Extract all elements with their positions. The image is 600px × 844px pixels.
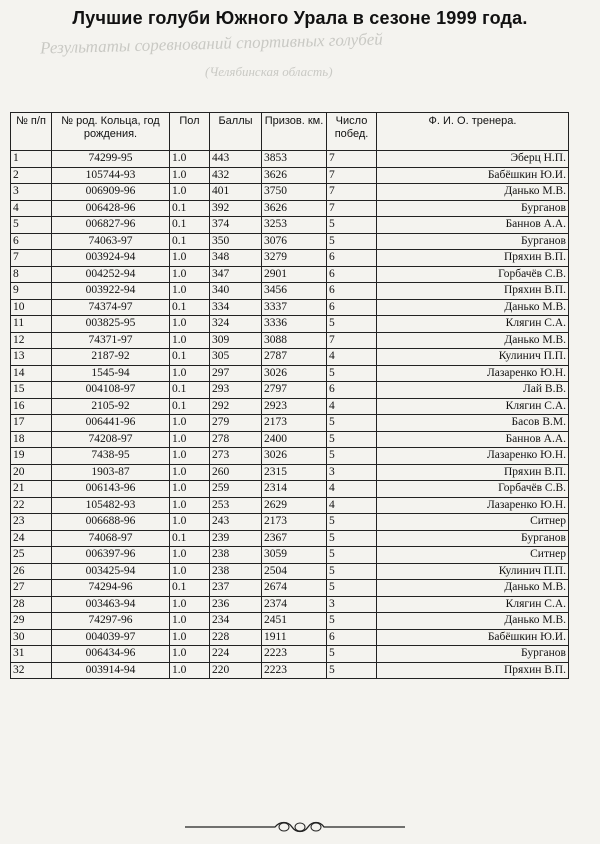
cell-wins: 7 — [327, 200, 377, 217]
cell-row-number: 22 — [11, 497, 52, 514]
cell-row-number: 19 — [11, 448, 52, 465]
cell-sex: 1.0 — [170, 415, 210, 432]
cell-prize-km: 2173 — [262, 415, 327, 432]
cell-trainer-name: Пряхин В.П. — [377, 283, 569, 300]
cell-wins: 5 — [327, 365, 377, 382]
cell-trainer-name: Клягин С.А. — [377, 398, 569, 415]
cell-ring-number: 003425-94 — [52, 563, 170, 580]
cell-points: 401 — [210, 184, 262, 201]
cell-ring-number: 003914-94 — [52, 662, 170, 679]
cell-trainer-name: Кулинич П.П. — [377, 349, 569, 366]
cell-prize-km: 3336 — [262, 316, 327, 333]
table-row — [11, 167, 569, 184]
table-row — [11, 629, 569, 646]
header-sex: Пол — [170, 113, 210, 151]
cell-trainer-name: Лазаренко Ю.Н. — [377, 365, 569, 382]
table-row — [11, 646, 569, 663]
decorative-flourish — [180, 818, 410, 836]
cell-prize-km: 3059 — [262, 547, 327, 564]
table-row — [11, 481, 569, 498]
table-row — [11, 151, 569, 168]
cell-ring-number: 105744-93 — [52, 167, 170, 184]
cell-prize-km: 2223 — [262, 646, 327, 663]
cell-sex: 1.0 — [170, 283, 210, 300]
cell-ring-number: 1903-87 — [52, 464, 170, 481]
cell-points: 238 — [210, 547, 262, 564]
cell-row-number: 23 — [11, 514, 52, 531]
cell-row-number: 8 — [11, 266, 52, 283]
cell-wins: 5 — [327, 580, 377, 597]
cell-ring-number: 003924-94 — [52, 250, 170, 267]
cell-trainer-name: Бурганов — [377, 646, 569, 663]
cell-sex: 1.0 — [170, 514, 210, 531]
table-header-row — [11, 113, 569, 151]
cell-sex: 0.1 — [170, 530, 210, 547]
cell-ring-number: 006397-96 — [52, 547, 170, 564]
cell-trainer-name: Данько М.В. — [377, 580, 569, 597]
cell-sex: 0.1 — [170, 382, 210, 399]
table-row — [11, 464, 569, 481]
cell-sex: 1.0 — [170, 250, 210, 267]
table-row — [11, 283, 569, 300]
cell-prize-km: 3088 — [262, 332, 327, 349]
cell-prize-km: 3337 — [262, 299, 327, 316]
cell-row-number: 25 — [11, 547, 52, 564]
cell-points: 243 — [210, 514, 262, 531]
cell-ring-number: 006143-96 — [52, 481, 170, 498]
cell-prize-km: 2787 — [262, 349, 327, 366]
cell-sex: 1.0 — [170, 316, 210, 333]
cell-row-number: 17 — [11, 415, 52, 432]
cell-trainer-name: Пряхин В.П. — [377, 464, 569, 481]
cell-points: 334 — [210, 299, 262, 316]
cell-points: 297 — [210, 365, 262, 382]
cell-prize-km: 2315 — [262, 464, 327, 481]
cell-trainer-name: Лай В.В. — [377, 382, 569, 399]
cell-ring-number: 004252-94 — [52, 266, 170, 283]
cell-row-number: 14 — [11, 365, 52, 382]
cell-trainer-name: Данько М.В. — [377, 299, 569, 316]
cell-trainer-name: Баннов А.А. — [377, 217, 569, 234]
table-row — [11, 349, 569, 366]
cell-wins: 5 — [327, 431, 377, 448]
cell-trainer-name: Бурганов — [377, 530, 569, 547]
cell-sex: 1.0 — [170, 431, 210, 448]
cell-prize-km: 3853 — [262, 151, 327, 168]
cell-row-number: 5 — [11, 217, 52, 234]
table-row — [11, 184, 569, 201]
cell-row-number: 7 — [11, 250, 52, 267]
cell-prize-km: 2629 — [262, 497, 327, 514]
table-row — [11, 596, 569, 613]
table-row — [11, 547, 569, 564]
cell-prize-km: 2223 — [262, 662, 327, 679]
cell-wins: 5 — [327, 233, 377, 250]
header-trainer: Ф. И. О. тренера. — [377, 113, 569, 151]
cell-points: 350 — [210, 233, 262, 250]
cell-wins: 6 — [327, 283, 377, 300]
cell-points: 234 — [210, 613, 262, 630]
cell-wins: 7 — [327, 151, 377, 168]
background-bleed-subheading: (Челябинская область) — [205, 64, 333, 79]
cell-sex: 0.1 — [170, 299, 210, 316]
cell-wins: 6 — [327, 382, 377, 399]
table-row — [11, 250, 569, 267]
cell-trainer-name: Данько М.В. — [377, 184, 569, 201]
cell-trainer-name: Лазаренко Ю.Н. — [377, 497, 569, 514]
cell-prize-km: 3026 — [262, 448, 327, 465]
cell-sex: 1.0 — [170, 464, 210, 481]
cell-trainer-name: Данько М.В. — [377, 332, 569, 349]
cell-prize-km: 2674 — [262, 580, 327, 597]
cell-row-number: 3 — [11, 184, 52, 201]
cell-trainer-name: Баннов А.А. — [377, 431, 569, 448]
cell-wins: 5 — [327, 530, 377, 547]
cell-wins: 5 — [327, 563, 377, 580]
cell-ring-number: 006434-96 — [52, 646, 170, 663]
cell-row-number: 28 — [11, 596, 52, 613]
cell-ring-number: 7438-95 — [52, 448, 170, 465]
cell-row-number: 9 — [11, 283, 52, 300]
cell-sex: 1.0 — [170, 613, 210, 630]
cell-trainer-name: Бабёшкин Ю.И. — [377, 167, 569, 184]
cell-sex: 0.1 — [170, 200, 210, 217]
cell-sex: 1.0 — [170, 563, 210, 580]
cell-sex: 1.0 — [170, 365, 210, 382]
cell-points: 253 — [210, 497, 262, 514]
cell-trainer-name: Ситнер — [377, 514, 569, 531]
cell-prize-km: 2173 — [262, 514, 327, 531]
cell-sex: 1.0 — [170, 662, 210, 679]
cell-wins: 5 — [327, 415, 377, 432]
cell-ring-number: 74208-97 — [52, 431, 170, 448]
cell-points: 237 — [210, 580, 262, 597]
cell-row-number: 15 — [11, 382, 52, 399]
page-title: Лучшие голуби Южного Урала в сезоне 1999 года. — [72, 8, 528, 28]
cell-points: 324 — [210, 316, 262, 333]
cell-wins: 5 — [327, 646, 377, 663]
cell-points: 279 — [210, 415, 262, 432]
cell-wins: 7 — [327, 332, 377, 349]
cell-points: 348 — [210, 250, 262, 267]
cell-sex: 1.0 — [170, 629, 210, 646]
cell-row-number: 24 — [11, 530, 52, 547]
cell-ring-number: 74294-96 — [52, 580, 170, 597]
table-row — [11, 530, 569, 547]
cell-sex: 0.1 — [170, 580, 210, 597]
cell-sex: 1.0 — [170, 497, 210, 514]
cell-prize-km: 3253 — [262, 217, 327, 234]
cell-row-number: 18 — [11, 431, 52, 448]
cell-wins: 7 — [327, 184, 377, 201]
cell-prize-km: 2314 — [262, 481, 327, 498]
header-points: Баллы — [210, 113, 262, 151]
cell-wins: 3 — [327, 464, 377, 481]
cell-ring-number: 003825-95 — [52, 316, 170, 333]
header-distance: Призов. км. — [262, 113, 327, 151]
cell-points: 374 — [210, 217, 262, 234]
cell-wins: 6 — [327, 250, 377, 267]
cell-points: 278 — [210, 431, 262, 448]
cell-trainer-name: Кулинич П.П. — [377, 563, 569, 580]
cell-points: 220 — [210, 662, 262, 679]
cell-row-number: 10 — [11, 299, 52, 316]
cell-ring-number: 006827-96 — [52, 217, 170, 234]
cell-trainer-name: Клягин С.А. — [377, 316, 569, 333]
cell-wins: 4 — [327, 398, 377, 415]
table-body — [11, 151, 569, 679]
header-ring: № род. Кольца, год рождения. — [52, 113, 170, 151]
cell-trainer-name: Клягин С.А. — [377, 596, 569, 613]
cell-row-number: 6 — [11, 233, 52, 250]
cell-prize-km: 3626 — [262, 167, 327, 184]
header-num: № п/п — [11, 113, 52, 151]
table-row — [11, 316, 569, 333]
table-row — [11, 431, 569, 448]
cell-wins: 5 — [327, 613, 377, 630]
table-row — [11, 365, 569, 382]
cell-row-number: 4 — [11, 200, 52, 217]
cell-row-number: 13 — [11, 349, 52, 366]
cell-row-number: 11 — [11, 316, 52, 333]
cell-sex: 0.1 — [170, 349, 210, 366]
table-row — [11, 382, 569, 399]
cell-points: 238 — [210, 563, 262, 580]
cell-row-number: 31 — [11, 646, 52, 663]
cell-ring-number: 74374-97 — [52, 299, 170, 316]
table-row — [11, 398, 569, 415]
cell-ring-number: 2105-92 — [52, 398, 170, 415]
cell-trainer-name: Бурганов — [377, 200, 569, 217]
cell-ring-number: 74371-97 — [52, 332, 170, 349]
cell-trainer-name: Пряхин В.П. — [377, 250, 569, 267]
cell-ring-number: 006428-96 — [52, 200, 170, 217]
cell-row-number: 30 — [11, 629, 52, 646]
cell-trainer-name: Ситнер — [377, 547, 569, 564]
cell-prize-km: 3026 — [262, 365, 327, 382]
table-row — [11, 332, 569, 349]
cell-ring-number: 006688-96 — [52, 514, 170, 531]
cell-sex: 0.1 — [170, 398, 210, 415]
cell-row-number: 16 — [11, 398, 52, 415]
cell-sex: 1.0 — [170, 184, 210, 201]
table-row — [11, 415, 569, 432]
cell-points: 340 — [210, 283, 262, 300]
cell-sex: 0.1 — [170, 217, 210, 234]
cell-points: 273 — [210, 448, 262, 465]
cell-wins: 5 — [327, 448, 377, 465]
table-row — [11, 613, 569, 630]
cell-prize-km: 3750 — [262, 184, 327, 201]
cell-trainer-name: Пряхин В.П. — [377, 662, 569, 679]
cell-trainer-name: Данько М.В. — [377, 613, 569, 630]
cell-sex: 1.0 — [170, 266, 210, 283]
cell-points: 259 — [210, 481, 262, 498]
results-table — [10, 112, 569, 679]
cell-wins: 7 — [327, 167, 377, 184]
cell-row-number: 21 — [11, 481, 52, 498]
cell-prize-km: 2504 — [262, 563, 327, 580]
cell-row-number: 29 — [11, 613, 52, 630]
table-row — [11, 563, 569, 580]
cell-row-number: 27 — [11, 580, 52, 597]
cell-sex: 1.0 — [170, 481, 210, 498]
cell-wins: 5 — [327, 547, 377, 564]
cell-points: 292 — [210, 398, 262, 415]
table-row — [11, 662, 569, 679]
cell-ring-number: 2187-92 — [52, 349, 170, 366]
cell-points: 228 — [210, 629, 262, 646]
cell-wins: 6 — [327, 266, 377, 283]
cell-trainer-name: Лазаренко Ю.Н. — [377, 448, 569, 465]
cell-ring-number: 74063-97 — [52, 233, 170, 250]
cell-ring-number: 74299-95 — [52, 151, 170, 168]
cell-wins: 6 — [327, 629, 377, 646]
background-bleed-heading: Результаты соревнований спортивных голубей — [39, 29, 384, 58]
table-row — [11, 217, 569, 234]
table-row — [11, 497, 569, 514]
table-row — [11, 266, 569, 283]
cell-points: 347 — [210, 266, 262, 283]
cell-wins: 5 — [327, 316, 377, 333]
cell-wins: 4 — [327, 349, 377, 366]
table-row — [11, 233, 569, 250]
cell-row-number: 12 — [11, 332, 52, 349]
cell-ring-number: 003463-94 — [52, 596, 170, 613]
cell-prize-km: 2451 — [262, 613, 327, 630]
cell-ring-number: 105482-93 — [52, 497, 170, 514]
cell-row-number: 26 — [11, 563, 52, 580]
cell-prize-km: 1911 — [262, 629, 327, 646]
cell-points: 432 — [210, 167, 262, 184]
table-row — [11, 200, 569, 217]
cell-row-number: 20 — [11, 464, 52, 481]
cell-ring-number: 004039-97 — [52, 629, 170, 646]
cell-sex: 1.0 — [170, 646, 210, 663]
cell-wins: 4 — [327, 497, 377, 514]
cell-ring-number: 004108-97 — [52, 382, 170, 399]
cell-wins: 6 — [327, 299, 377, 316]
cell-points: 392 — [210, 200, 262, 217]
cell-prize-km: 2923 — [262, 398, 327, 415]
cell-points: 293 — [210, 382, 262, 399]
cell-prize-km: 3456 — [262, 283, 327, 300]
cell-sex: 1.0 — [170, 596, 210, 613]
cell-sex: 1.0 — [170, 151, 210, 168]
cell-trainer-name: Бабёшкин Ю.И. — [377, 629, 569, 646]
header-wins: Число побед. — [327, 113, 377, 151]
cell-prize-km: 3279 — [262, 250, 327, 267]
cell-prize-km: 3076 — [262, 233, 327, 250]
cell-points: 224 — [210, 646, 262, 663]
cell-ring-number: 003922-94 — [52, 283, 170, 300]
cell-row-number: 2 — [11, 167, 52, 184]
cell-wins: 3 — [327, 596, 377, 613]
cell-prize-km: 2367 — [262, 530, 327, 547]
cell-wins: 5 — [327, 662, 377, 679]
cell-trainer-name: Эберц Н.П. — [377, 151, 569, 168]
cell-trainer-name: Горбачёв С.В. — [377, 266, 569, 283]
cell-row-number: 1 — [11, 151, 52, 168]
cell-wins: 5 — [327, 217, 377, 234]
cell-prize-km: 2374 — [262, 596, 327, 613]
cell-prize-km: 2400 — [262, 431, 327, 448]
cell-prize-km: 2901 — [262, 266, 327, 283]
cell-points: 443 — [210, 151, 262, 168]
cell-sex: 1.0 — [170, 547, 210, 564]
cell-ring-number: 006909-96 — [52, 184, 170, 201]
cell-trainer-name: Бурганов — [377, 233, 569, 250]
cell-sex: 1.0 — [170, 448, 210, 465]
cell-ring-number: 74068-97 — [52, 530, 170, 547]
cell-points: 236 — [210, 596, 262, 613]
cell-wins: 5 — [327, 514, 377, 531]
cell-sex: 0.1 — [170, 233, 210, 250]
table-row — [11, 580, 569, 597]
cell-points: 309 — [210, 332, 262, 349]
cell-trainer-name: Горбачёв С.В. — [377, 481, 569, 498]
cell-points: 260 — [210, 464, 262, 481]
cell-trainer-name: Басов В.М. — [377, 415, 569, 432]
cell-points: 239 — [210, 530, 262, 547]
cell-prize-km: 2797 — [262, 382, 327, 399]
cell-ring-number: 74297-96 — [52, 613, 170, 630]
cell-ring-number: 1545-94 — [52, 365, 170, 382]
cell-sex: 1.0 — [170, 167, 210, 184]
cell-sex: 1.0 — [170, 332, 210, 349]
cell-prize-km: 3626 — [262, 200, 327, 217]
table-row — [11, 514, 569, 531]
table-row — [11, 299, 569, 316]
cell-row-number: 32 — [11, 662, 52, 679]
cell-wins: 4 — [327, 481, 377, 498]
cell-ring-number: 006441-96 — [52, 415, 170, 432]
cell-points: 305 — [210, 349, 262, 366]
table-row — [11, 448, 569, 465]
